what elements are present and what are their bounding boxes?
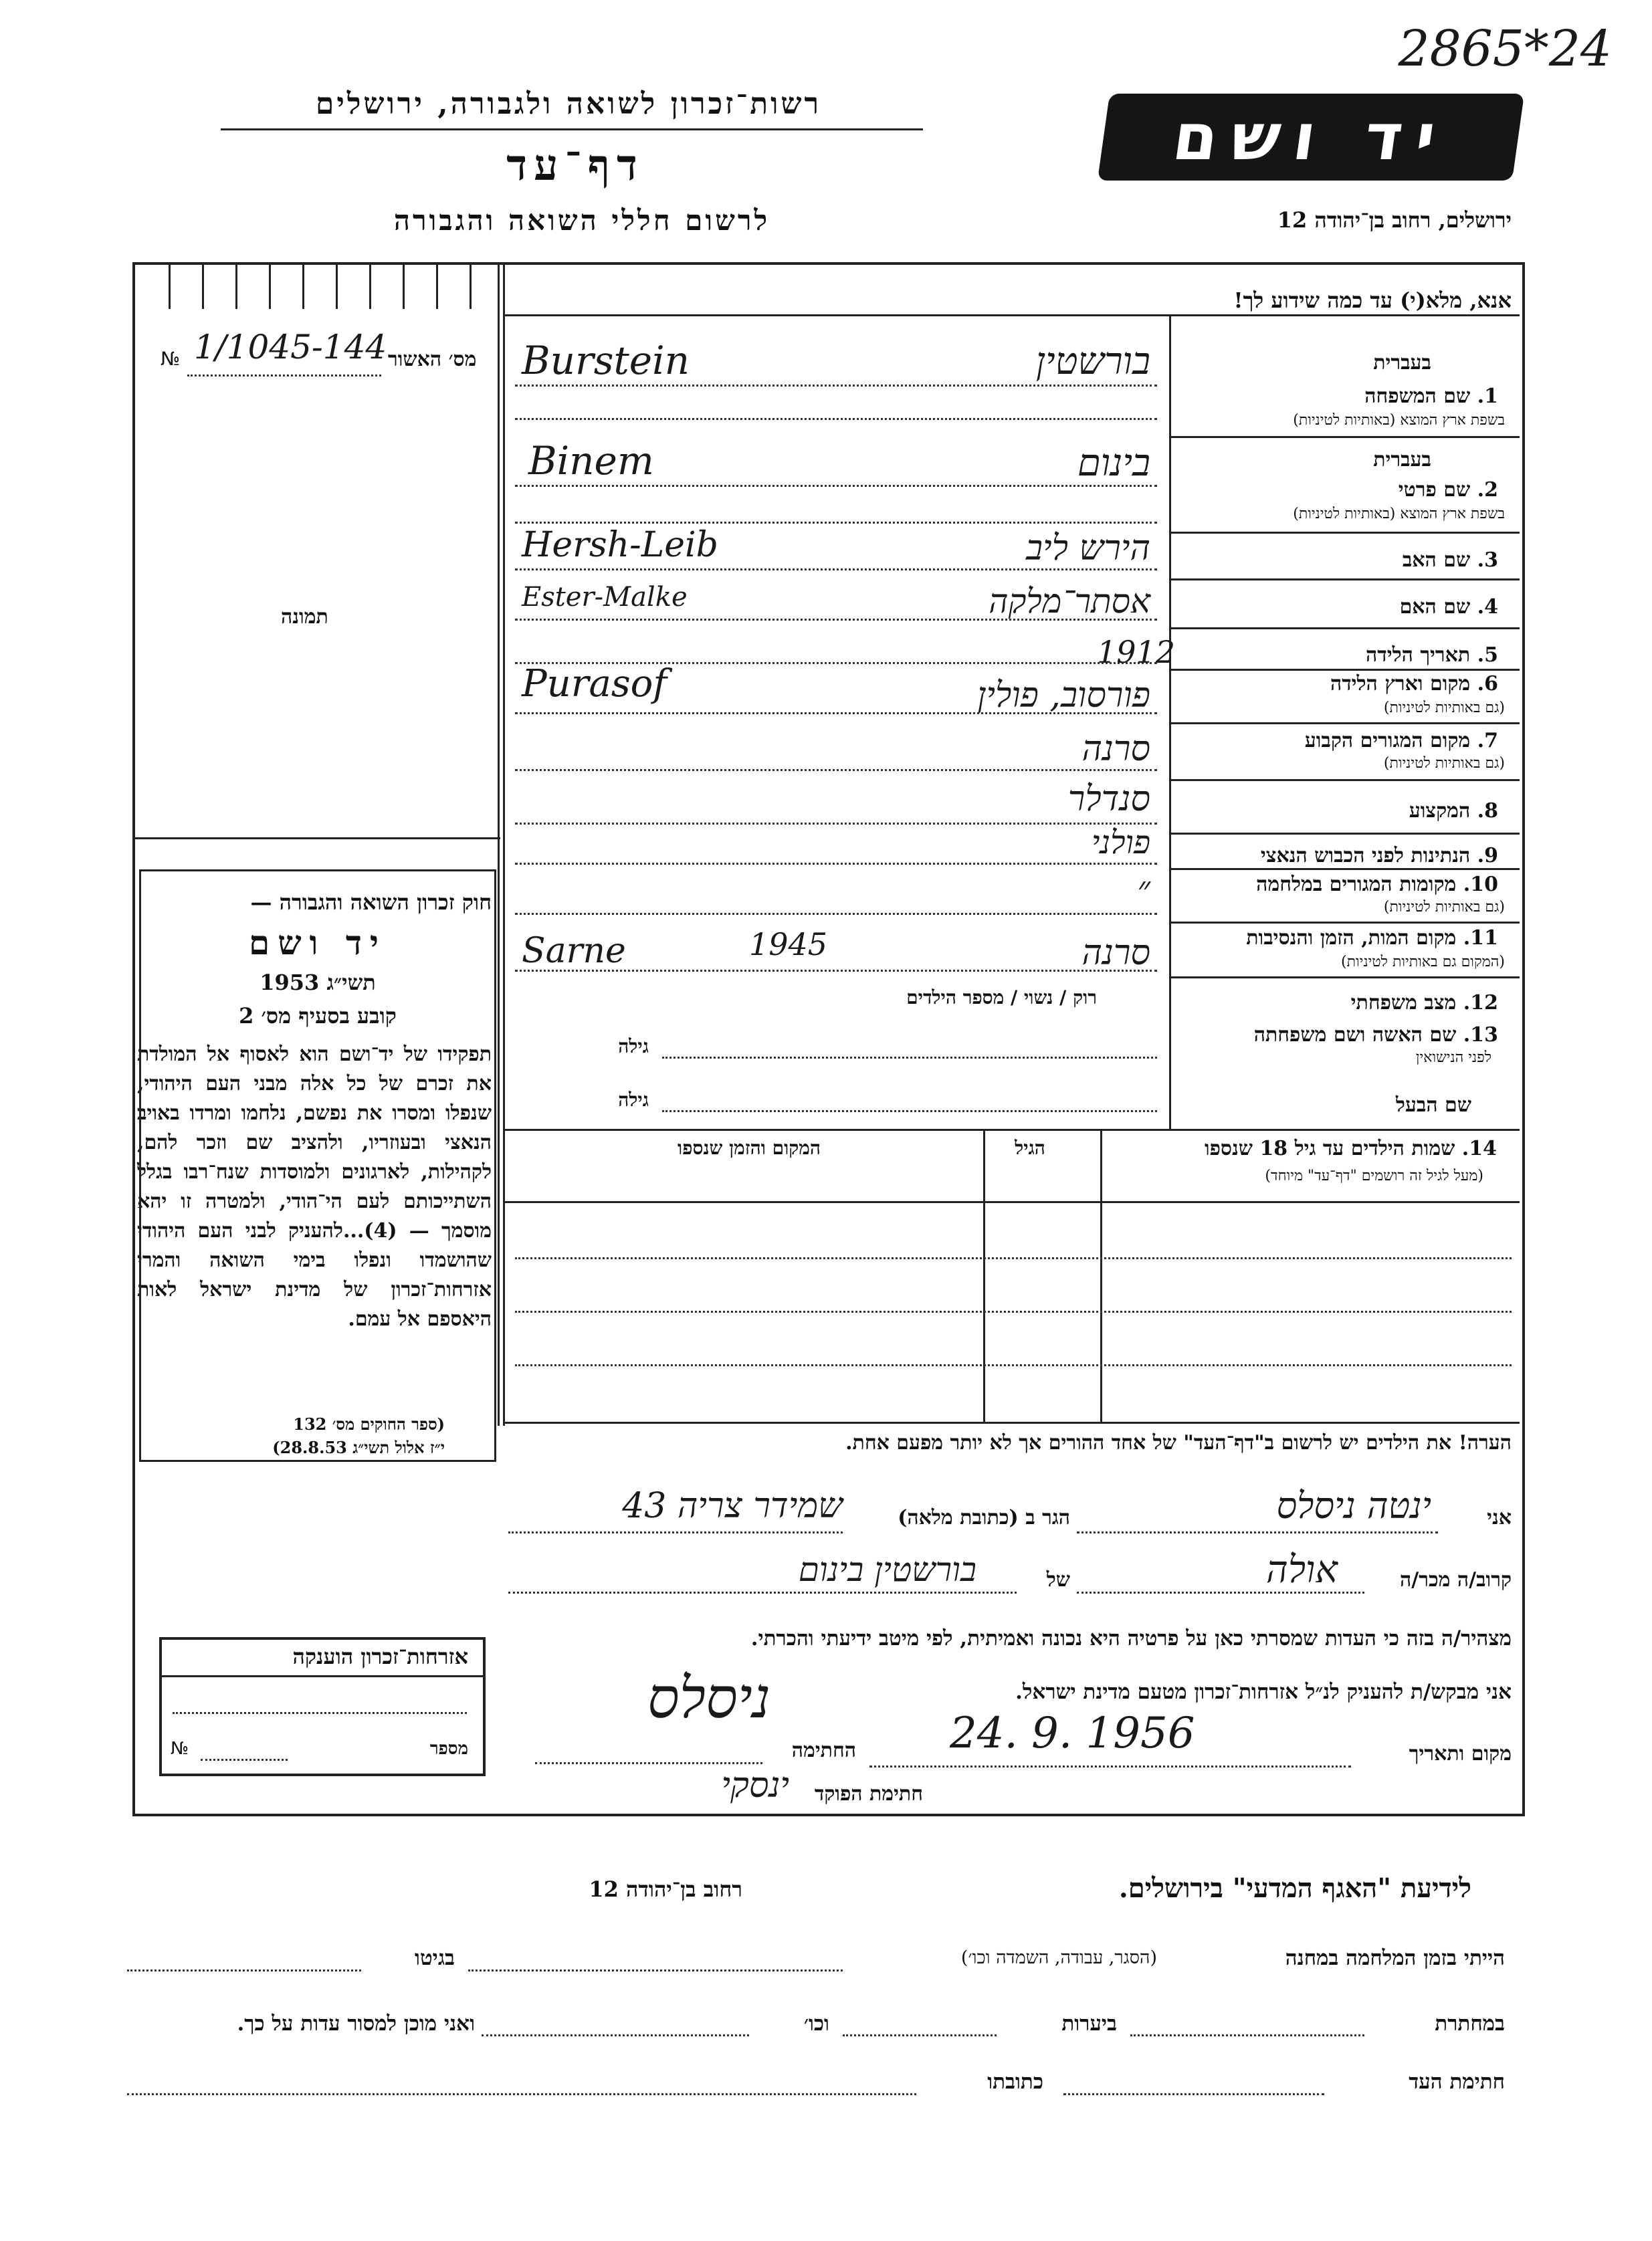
of-label: של [1046, 1568, 1070, 1592]
husband-name-label: שם הבעל [1395, 1093, 1471, 1117]
officer-signature-label: חתימת הפוקד [814, 1782, 923, 1806]
etc-label: וכו׳ [803, 2012, 829, 2036]
wife-name-sub: לפני הנישואין [1415, 1049, 1491, 1066]
birth-place-latin-value: Purasof [522, 662, 667, 706]
citizenship-box-title: אזרחות־זכרון הוענקה [292, 1644, 468, 1669]
children-label: 14. שמות הילדים עד גיל 18 שנספו [1204, 1137, 1497, 1160]
declarant-signature: ניסלס [647, 1665, 771, 1731]
father-latin-value: Hersh-Leib [522, 525, 718, 565]
firstname-latin-value: Binem [528, 438, 654, 484]
mother-name-label: 4. שם האם [1399, 595, 1498, 619]
header-address: ירושלים, רחוב בן־יהודה 12 [1277, 207, 1512, 233]
surname-label: 1. שם המשפחה [1364, 385, 1498, 408]
mother-latin-value: Ester-Malke [522, 582, 688, 613]
deceased-name-value: בורשטין בינום [798, 1550, 976, 1589]
law-text: תפקידו של יד־ושם הוא לאסוף אל המולדת את זכרם של כל אלה מבני העם היהודי, שנפלו ומסרו את נפשם, נלחמו ומרדו באויב הנאצי ובעוזריו, ולהציב שם וזכר להם, לקהילות, לארגונים ולמוסדות שנח־רבו בגלל השתייכותם לעם הי־הודי, ולמטרה זו יהא מוסמך — (4)...להעניק לבני העם היהודי שהושמדו ונפלו בימי השואה והמרי אזרחות־זכרון של מדינת ישראל לאות היאספם אל עמם. [137, 1043, 492, 1331]
date-value: 24. 9. 1956 [950, 1709, 1195, 1758]
witness-signature-label: חתימת העד [1409, 2070, 1505, 2094]
no-mark: № [161, 348, 181, 370]
underground-label: במחתרת [1435, 2012, 1505, 2036]
relation-label: קרוב/ה מכר/ה [1400, 1568, 1512, 1592]
wartime-residence-label: 10. מקומות המגורים במלחמה [1256, 873, 1498, 896]
authority-name: רשות־זכרון לשואה ולגבורה, ירושלים [315, 87, 822, 121]
form-subtitle: לרשום חללי השואה והגבורה [393, 204, 770, 237]
yad-vashem-logo: יד ושם [1098, 94, 1524, 181]
note-text: הערה! את הילדים יש לרשום ב"דף־העד" של אחד ההורים אך לא יותר מפעם אחת. [845, 1431, 1512, 1455]
citizenship-request: אני מבקש/ת להעניק לנ״ל אזרחות־זכרון מטעם מדינת ישראל. [1015, 1680, 1512, 1704]
witness-address-label: כתובתו [987, 2070, 1043, 2094]
nationality-hebrew-value: פולני [1091, 824, 1150, 861]
firstname-in-hebrew-label: בעברית [1373, 448, 1431, 471]
residence-label: 7. מקום המגורים הקבוע [1304, 729, 1498, 752]
death-year-value: 1945 [749, 926, 828, 962]
age-header: הגיל [1015, 1137, 1045, 1159]
mother-hebrew-value: אסתר־מלקה [989, 582, 1150, 621]
bottom-address: רחוב בן־יהודה 12 [589, 1877, 742, 1902]
birth-place-sub: (גם באותיות לטיניות) [1383, 700, 1505, 716]
firstname-label: 2. שם פרטי [1398, 478, 1498, 502]
ghetto-label: בגיטו [415, 1946, 455, 1970]
place-date-label: מקום ותאריך [1409, 1742, 1512, 1766]
marital-status-label: 12. מצב משפחתי [1350, 991, 1498, 1015]
address-value: שמידר צריה 43 [622, 1486, 843, 1526]
death-place-sub: (המקום גם באותיות לטיניות) [1341, 954, 1505, 970]
bottom-title: לידיעת "האגף המדעי" בירושלים. [1118, 1873, 1471, 1904]
birth-year-value: 1912 [1097, 634, 1176, 670]
declarant-name-value: ינטה ניסלס [1276, 1485, 1431, 1527]
wife-name-label: 13. שם האשה ושם משפחתה [1253, 1023, 1498, 1047]
declaration-statement: מצהיר/ה בזה כי העדות שמסרתי כאן על פרטיה היא נכונה ואמיתית, לפי מיטב ידיעתי והכרתי. [750, 1626, 1512, 1650]
law-section: קובע בסעיף מס׳ 2 [239, 1003, 397, 1029]
place-time-header: המקום והזמן שנספו [678, 1137, 821, 1159]
law-reference-2: י״ז אלול תשי״ג 28.8.53) [272, 1438, 445, 1457]
surname-sub: בשפת ארץ המוצא (באותיות לטיניות) [1293, 412, 1505, 429]
approval-number-value: 1/1045-144 [194, 328, 387, 366]
citizenship-no-mark: № [171, 1739, 189, 1759]
husband-name-field-label: גילה [618, 1089, 649, 1111]
photo-label: תמונה [281, 605, 328, 629]
relation-value: אולה [1266, 1548, 1338, 1592]
camp-label: הייתי בזמן המלחמה במחנה [1285, 1946, 1505, 1970]
form-title: דף־עד [506, 140, 644, 191]
profession-label: 8. המקצוע [1409, 799, 1498, 823]
birth-date-label: 5. תאריך הלידה [1366, 643, 1498, 667]
birth-place-label: 6. מקום וארץ הלידה [1330, 672, 1498, 696]
firstname-hebrew-value: בינום [1077, 441, 1150, 485]
surname-hebrew-value: בורשטין [1035, 340, 1150, 383]
approval-number-label: מס׳ האשור [388, 348, 477, 371]
forests-label: ביערות [1061, 2012, 1117, 2036]
camp-types: (הסגר, עבודה, השמדה וכו׳) [960, 1947, 1157, 1968]
law-year: תשי״ג 1953 [260, 970, 376, 995]
surname-in-hebrew-label: בעברית [1373, 351, 1431, 375]
officer-signature-value: ינסקי [721, 1766, 789, 1806]
signature-label: החתימה [791, 1739, 856, 1762]
wartime-residence-sub: (גם באותיות לטיניות) [1383, 899, 1505, 916]
law-name: יד ושם [249, 923, 387, 962]
father-hebrew-value: הירש ליב [1025, 528, 1150, 568]
children-sub: (מעל לגיל זה רושמים "דף־עד" מיוחד) [1265, 1168, 1483, 1184]
archive-number: 2865*24 [1398, 20, 1612, 78]
firstname-sub: בשפת ארץ המוצא (באותיות לטיניות) [1293, 506, 1505, 522]
nationality-label: 9. הנתינות לפני הכבוש הנאצי [1260, 844, 1498, 867]
wife-name-field-label: גילה [618, 1035, 649, 1057]
death-place-latin-value: Sarne [522, 931, 626, 971]
law-box [139, 869, 496, 1462]
wartime-residence-value: ״ [1137, 869, 1150, 910]
profession-hebrew-value: סנדלר [1067, 779, 1150, 819]
death-place-hebrew-value: סרנה [1081, 933, 1150, 973]
residence-sub: (גם באותיות לטיניות) [1383, 755, 1505, 772]
declarant-label: אני [1487, 1506, 1512, 1529]
residence-hebrew-value: סרנה [1081, 729, 1150, 769]
citizenship-box-number-label: מספר [429, 1739, 468, 1759]
law-title: חוק זכרון השואה והגבורה — [250, 889, 492, 915]
testimony-ready-label: ואני מוכן למסור עדות על כך. [237, 2012, 475, 2036]
address-label: הגר ב (כתובת מלאה) [898, 1506, 1070, 1529]
marital-status-options: רוק / נשוי / מספר הילדים [906, 986, 1097, 1008]
intro-text: אנא, מלא(י) עד כמה שידוע לך! [1233, 288, 1512, 313]
father-name-label: 3. שם האב [1402, 548, 1498, 572]
law-reference-1: (ספר החוקים מס׳ 132 [293, 1414, 445, 1434]
surname-latin-value: Burstein [522, 338, 690, 383]
death-place-label: 11. מקום המות, הזמן והנסיבות [1246, 926, 1498, 950]
birth-place-hebrew-value: פורסוב, פולין [977, 675, 1150, 716]
